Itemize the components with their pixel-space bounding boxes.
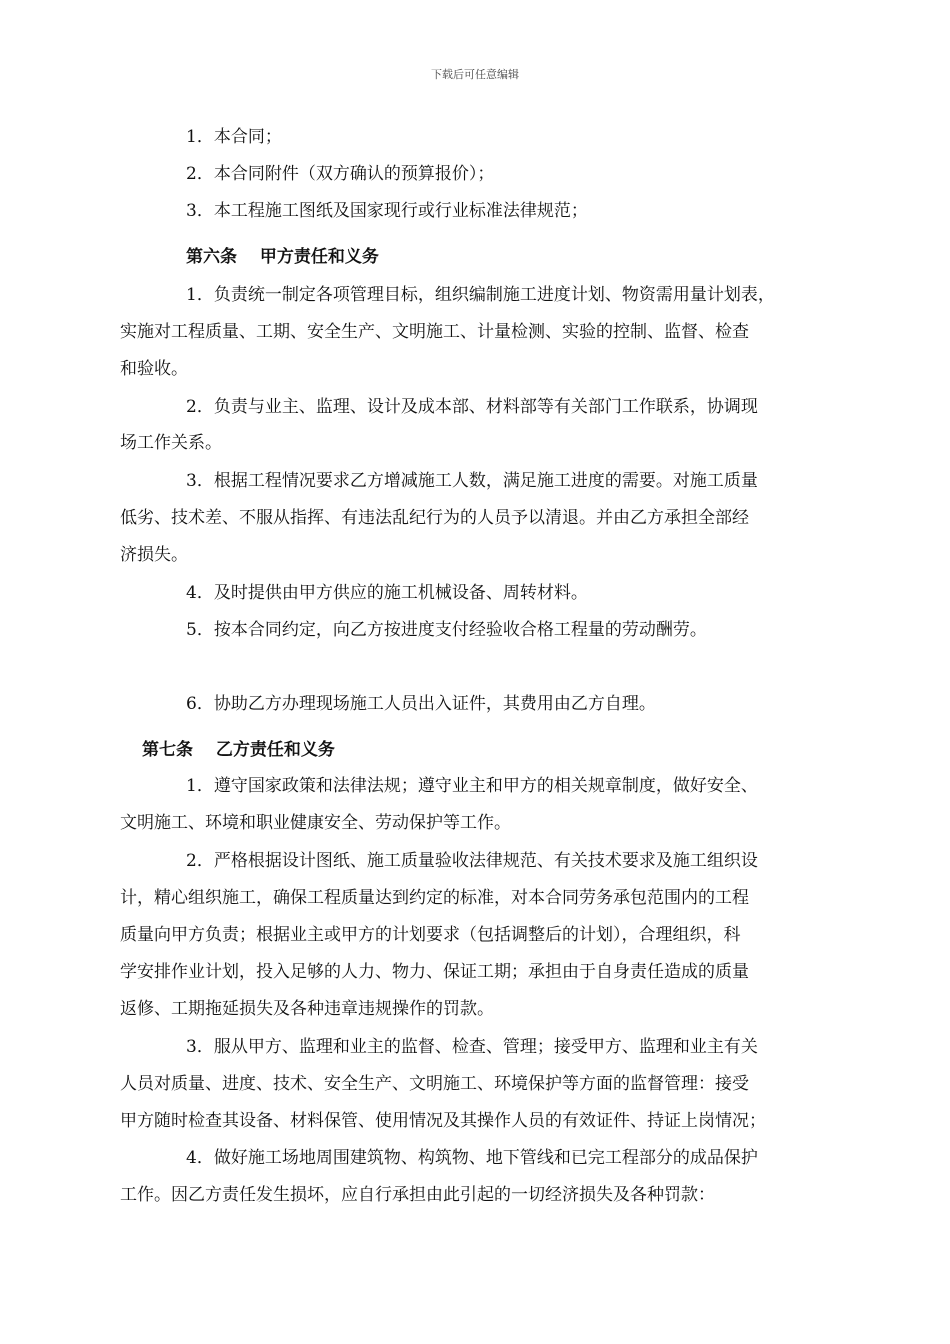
- paragraph-line: 工作。因乙方责任发生损坏，应自行承担由此引起的一切经济损失及各种罚款：: [120, 1185, 715, 1205]
- paragraph-line: 4．及时提供由甲方供应的施工机械设备、周转材料。: [186, 583, 588, 603]
- paragraph-line: 2．严格根据设计图纸、施工质量验收法律规范、有关技术要求及施工组织设: [186, 851, 758, 871]
- paragraph-line: 甲方随时检查其设备、材料保管、使用情况及其操作人员的有效证件、持证上岗情况；: [120, 1111, 766, 1131]
- section-heading-article-6: 第六条 甲方责任和义务: [186, 247, 379, 267]
- paragraph-line: 济损失。: [120, 545, 188, 565]
- paragraph-line: 6．协助乙方办理现场施工人员出入证件，其费用由乙方自理。: [186, 694, 656, 714]
- paragraph-line: 和验收。: [120, 359, 188, 379]
- section-heading-article-7: 第七条 乙方责任和义务: [142, 740, 335, 760]
- paragraph-line: 5．按本合同约定，向乙方按进度支付经验收合格工程量的劳动酬劳。: [186, 620, 707, 640]
- paragraph-line: 质量向甲方负责；根据业主或甲方的计划要求（包括调整后的计划），合理组织，科: [120, 925, 741, 945]
- paragraph-line: 学安排作业计划，投入足够的人力、物力、保证工期；承担由于自身责任造成的质量: [120, 962, 749, 982]
- paragraph-line: 实施对工程质量、工期、安全生产、文明施工、计量检测、实验的控制、监督、检查: [120, 322, 749, 342]
- paragraph-line: 文明施工、环境和职业健康安全、劳动保护等工作。: [120, 813, 511, 833]
- list-item: 3．本工程施工图纸及国家现行或行业标准法律规范；: [186, 201, 588, 221]
- paragraph-line: 1．负责统一制定各项管理目标，组织编制施工进度计划、物资需用量计划表，: [186, 285, 775, 305]
- paragraph-line: 计，精心组织施工，确保工程质量达到约定的标准，对本合同劳务承包范围内的工程: [120, 888, 749, 908]
- paragraph-line: 3．服从甲方、监理和业主的监督、检查、管理；接受甲方、监理和业主有关: [186, 1037, 758, 1057]
- list-item: 2．本合同附件（双方确认的预算报价）；: [186, 164, 495, 184]
- paragraph-line: 4．做好施工场地周围建筑物、构筑物、地下管线和已完工程部分的成品保护: [186, 1148, 758, 1168]
- paragraph-line: 场工作关系。: [120, 433, 222, 453]
- paragraph-line: 返修、工期拖延损失及各种违章违规操作的罚款。: [120, 999, 494, 1019]
- page-header: 下载后可任意编辑: [431, 68, 519, 81]
- paragraph-line: 低劣、技术差、不服从指挥、有违法乱纪行为的人员予以清退。并由乙方承担全部经: [120, 508, 749, 528]
- paragraph-line: 2．负责与业主、监理、设计及成本部、材料部等有关部门工作联系，协调现: [186, 397, 758, 417]
- list-item: 1．本合同；: [186, 127, 282, 147]
- paragraph-line: 1．遵守国家政策和法律法规；遵守业主和甲方的相关规章制度，做好安全、: [186, 776, 758, 796]
- paragraph-line: 3．根据工程情况要求乙方增减施工人数，满足施工进度的需要。对施工质量: [186, 471, 758, 491]
- paragraph-line: 人员对质量、进度、技术、安全生产、文明施工、环境保护等方面的监督管理：接受: [120, 1074, 749, 1094]
